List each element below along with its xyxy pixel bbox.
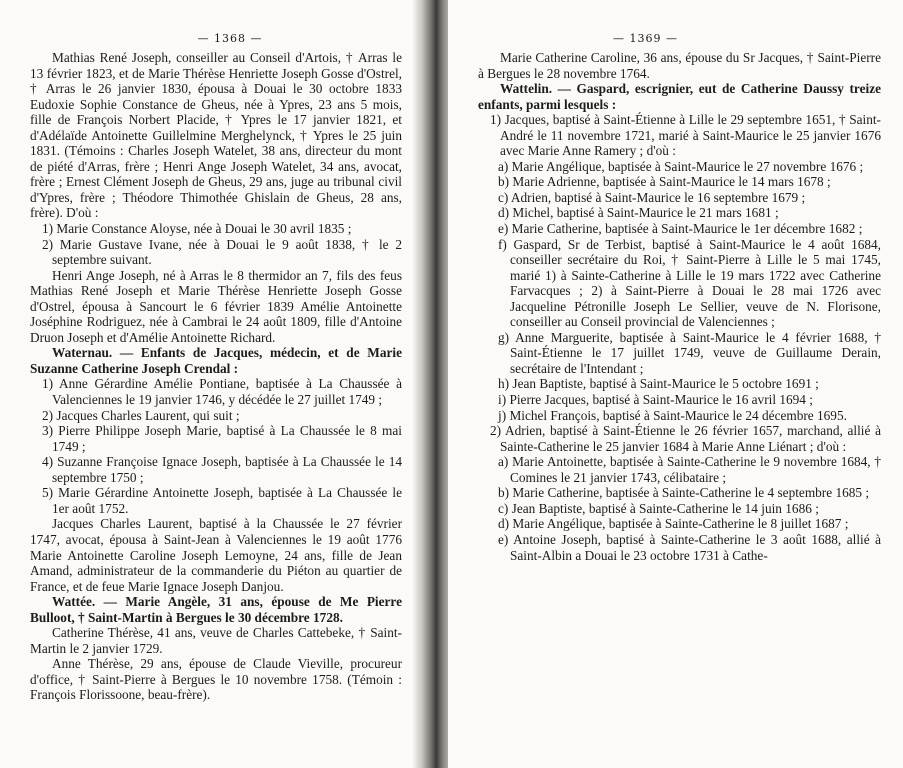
list-item: 2) Marie Gustave Ivane, née à Douai le 9 août 1838, † le 2 septembre suivant.: [42, 236, 402, 268]
sub-list-item: i) Pierre Jacques, baptisé à Saint-Maurice le 16 avril 1694 ;: [498, 392, 813, 408]
sub-list-item: e) Marie Catherine, baptisée à Saint-Maurice le 1er décembre 1682 ;: [498, 221, 863, 237]
paragraph: Mathias René Joseph, conseiller au Conseil d'Artois, † Arras le 13 février 1823, et de Marie Thérèse Henriette Joseph Gosse d'Ostrel, † Arras le 26 janvier 1830, épousa à Douai le 30 octobre 1833 Eudoxie Sophie Constance de Gheus, née à Ypres, 23 ans 5 mois, fille de François Norbert Placide, † Ypres le 17 janvier 1821, et d'Adélaïde Antoinette Guillelmine Merghelynck, † Ypres le 25 juin 1831. (Témoins : Charles Joseph Watelet, 38 ans, directeur du mont de piété d'Arras, frère ; Henri Ange Joseph Watelet, 34 ans, avocat, frère ; Ernest Clément Joseph de Gheus, 29 ans, juge au tribunal civil d'Ypres, frère ; Théodore Thimothée Ghislain de Gheus, 28 ans, frère). D'où :: [30, 50, 402, 221]
list-item: 5) Marie Gérardine Antoinette Joseph, baptisée à La Chaussée le 1er août 1752.: [42, 485, 402, 516]
paragraph: Jacques Charles Laurent, baptisé à la Chaussée le 27 février 1747, avocat, épousa à Saint-Jean à Valenciennes le 19 août 1776 Marie Antoinette Caroline Joseph Lemoyne, 24 ans, fille de Jean Amand, administrateur de la commanderie du Piéton au quartier de France, et de feue Marie Ignace Joseph Danjou.: [30, 516, 402, 594]
paragraph: Catherine Thérèse, 41 ans, veuve de Charles Cattebeke, † Saint-Martin le 2 janvier 1729.: [30, 625, 402, 656]
sub-list-item: d) Michel, baptisé à Saint-Maurice le 21 mars 1681 ;: [498, 205, 779, 221]
page-number-left: — 1368 —: [197, 32, 263, 45]
paragraph: Anne Thérèse, 29 ans, épouse de Claude Vieville, procureur d'office, † Saint-Pierre à Bergues le 10 novembre 1758. (Témoin : François Florissoone, beau-frère).: [30, 656, 402, 703]
sub-list-item: b) Marie Catherine, baptisée à Sainte-Catherine le 4 septembre 1685 ;: [498, 485, 870, 501]
family-entry-heading: Wattée. — Marie Angèle, 31 ans, épouse de Me Pierre Bulloot, † Saint-Martin à Bergues le 30 décembre 1728.: [30, 594, 402, 625]
sub-list-item: c) Adrien, baptisé à Saint-Maurice le 16 septembre 1679 ;: [498, 189, 806, 205]
left-page-text: [0, 50, 420, 703]
right-page-text: [448, 50, 903, 563]
sub-list-item: j) Michel François, baptisé à Saint-Maurice le 24 décembre 1695.: [498, 407, 847, 423]
list-item: 1) Marie Constance Aloyse, née à Douai le 30 avril 1835 ;: [42, 221, 352, 237]
sub-list-item: a) Marie Antoinette, baptisée à Sainte-Catherine le 9 novembre 1684, † Comines le 21 janvier 1743, célibataire ;: [498, 454, 881, 485]
sub-list-item: g) Anne Marguerite, baptisée à Saint-Maurice le 4 février 1688, † Saint-Étienne le 17 juillet 1749, veuve de Guillaume Derain, secrétaire de l'Intendant ;: [498, 329, 881, 376]
sub-list-item: a) Marie Angélique, baptisée à Saint-Maurice le 27 novembre 1676 ;: [498, 158, 864, 174]
page-number-right: — 1369 —: [613, 32, 678, 45]
list-item: 3) Pierre Philippe Joseph Marie, baptisé à La Chaussée le 8 mai 1749 ;: [42, 423, 402, 454]
sub-list-item: b) Marie Adrienne, baptisée à Saint-Maurice le 14 mars 1678 ;: [498, 174, 831, 190]
sub-list-item: h) Jean Baptiste, baptisé à Saint-Maurice le 5 octobre 1691 ;: [498, 376, 819, 392]
sub-list-item: d) Marie Angélique, baptisée à Sainte-Catherine le 8 juillet 1687 ;: [498, 516, 849, 532]
sub-list-item: c) Jean Baptiste, baptisé à Sainte-Catherine le 14 juin 1686 ;: [498, 500, 819, 516]
list-item: 4) Suzanne Françoise Ignace Joseph, baptisée à La Chaussée le 14 septembre 1750 ;: [42, 454, 402, 485]
list-item: 2) Jacques Charles Laurent, qui suit ;: [42, 407, 240, 423]
left-page: [0, 0, 420, 768]
list-item: 2) Adrien, baptisé à Saint-Étienne le 26 février 1657, marchand, allié à Sainte-Catherine le 25 janvier 1684 à Marie Anne Liénart ; d'où :: [490, 423, 881, 454]
family-entry-heading: Waternau. — Enfants de Jacques, médecin, et de Marie Suzanne Catherine Joseph Crendal :: [30, 345, 402, 376]
list-item: 1) Jacques, baptisé à Saint-Étienne à Lille le 29 septembre 1651, † Saint-André le 11 novembre 1721, marié à Saint-Maurice le 25 janvier 1676 avec Marie Anne Ramery ; d'où :: [490, 112, 881, 159]
sub-list-item: e) Antoine Joseph, baptisé à Sainte-Catherine le 3 août 1688, allié à Saint-Albin a Douai le 23 octobre 1731 à Cathe-: [498, 531, 881, 563]
sub-list-item: f) Gaspard, Sr de Terbist, baptisé à Saint-Maurice le 4 août 1684, conseiller secrétaire du Roi, † Saint-Pierre à Lille le 5 mai 1745, marié 1) à Sainte-Catherine à Lille le 19 mars 1722 avec Catherine Farvacques ; 2) à Saint-Pierre à Douai le 28 mai 1726 avec Jacqueline Pétronille Joseph Le Sellier, veuve de N. Florisone, conseiller au Conseil provincial de Valenciennes ;: [498, 236, 881, 330]
paragraph: Marie Catherine Caroline, 36 ans, épouse du Sr Jacques, † Saint-Pierre à Bergues le 28 novembre 1764.: [478, 50, 881, 81]
list-item: 1) Anne Gérardine Amélie Pontiane, baptisée à La Chaussée à Valenciennes le 19 janvier 1746, y décédée le 27 juillet 1749 ;: [42, 376, 402, 408]
right-page: [448, 0, 903, 768]
family-entry-heading: Wattelin. — Gaspard, escrignier, eut de Catherine Daussy treize enfants, parmi lesquels :: [478, 81, 881, 112]
paragraph: Henri Ange Joseph, né à Arras le 8 thermidor an 7, fils des feus Mathias René Joseph et Marie Thérèse Henriette Joseph Gosse d'Ostrel, épousa à Sancourt le 6 février 1839 Amélie Antoinette Joséphine Rodriguez, née à Cambrai le 24 août 1809, fille d'Antoine Druon Joseph et d'Amélie Antoinette Richard.: [30, 267, 402, 345]
